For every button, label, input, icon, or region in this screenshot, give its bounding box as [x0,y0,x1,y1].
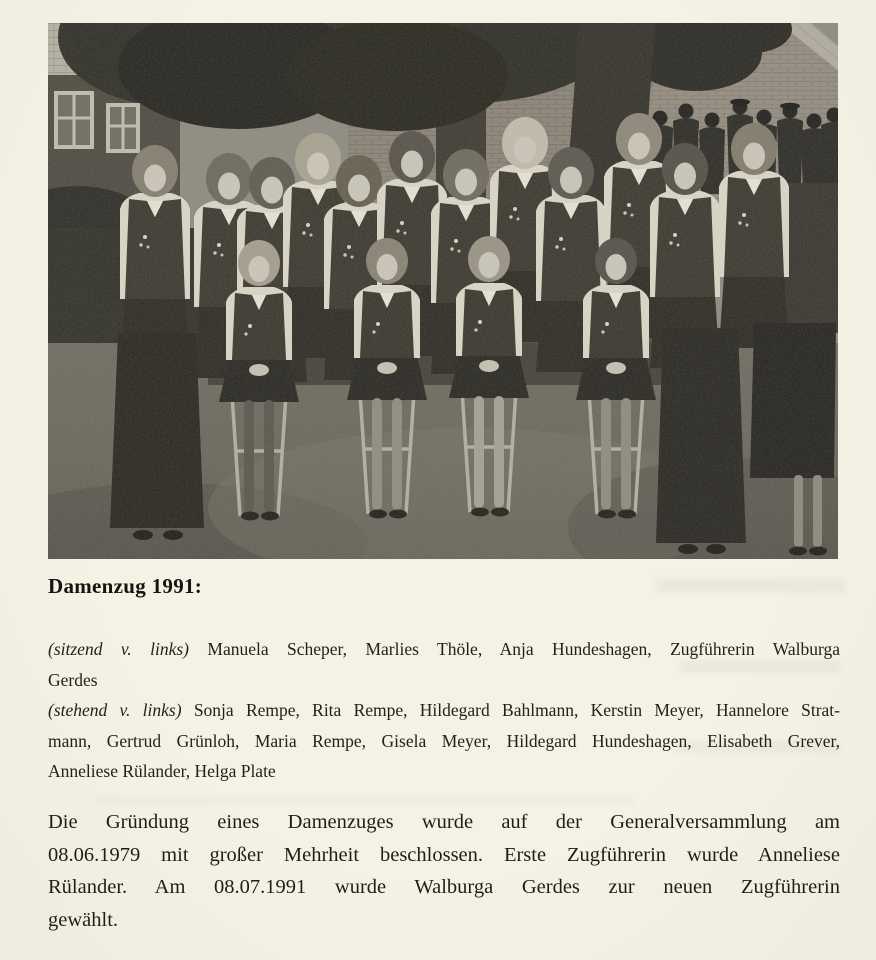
caption-names-sitzend-line2: Gerdes [48,669,98,690]
caption-names-stehend-line1: Sonja Rempe, Rita Rempe, Hildegard Bahlmann, Kerstin Meyer, Hannelore Strat- [193,700,840,720]
photo-illustration [48,23,838,559]
show-through-text-ghost [655,578,845,593]
group-photo [48,23,838,559]
show-through-text-ghost [95,797,635,805]
body-line-1: Die Gründung eines Damenzuges wurde auf der Generalversammlung am [48,811,840,833]
caption-row-sitzend [48,634,840,695]
caption-label-stehend: (stehend v. links) [48,700,182,720]
photo-caption [48,634,840,787]
photo-caption-heading: Damenzug 1991: [48,574,203,598]
body-line-4: gewählt. [48,908,119,931]
caption-row-stehend [48,695,840,787]
caption-names-stehend-line3: Anneliese Rülander, Helga Plate [48,761,276,781]
body-paragraph [48,806,840,936]
caption-names-sitzend-line1: Manuela Scheper, Marlies Thöle, Anja Hundeshagen, Zugführerin Walburga [207,639,840,659]
body-line-3: Rülander. Am 08.07.1991 wurde Walburga Gerdes zur neuen Zugführerin [48,876,840,898]
caption-names-stehend-line2: mann, Gertrud Grünloh, Maria Rempe, Gisela Meyer, Hildegard Hundeshagen, Elisabeth Grever, [48,730,840,751]
caption-label-sitzend: (sitzend v. links) [48,639,189,659]
body-line-2: 08.06.1979 mit großer Mehrheit beschlossen. Erste Zugführerin wurde Anneliese [48,843,840,866]
